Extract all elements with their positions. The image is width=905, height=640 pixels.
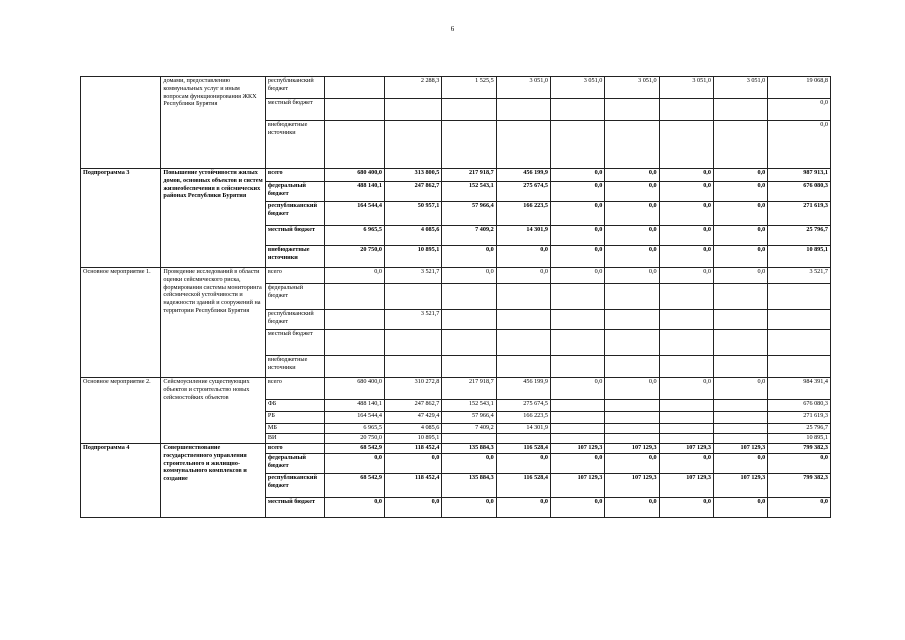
total-cell: 10 895,1: [768, 434, 831, 444]
value-cell: 3 051,0: [713, 77, 767, 99]
value-cell: 0,0: [713, 202, 767, 226]
value-cell: 166 223,5: [496, 412, 550, 424]
total-cell: 676 080,3: [768, 400, 831, 412]
value-cell: [551, 99, 605, 121]
value-cell: [384, 356, 441, 378]
value-cell: 0,0: [496, 246, 550, 268]
value-cell: 0,0: [551, 226, 605, 246]
funding-source: республиканский бюджет: [265, 474, 325, 498]
value-cell: [605, 412, 659, 424]
value-cell: 47 429,4: [384, 412, 441, 424]
value-cell: [551, 412, 605, 424]
value-cell: 0,0: [713, 454, 767, 474]
value-cell: [605, 330, 659, 356]
value-cell: [713, 284, 767, 310]
funding-source: местный бюджет: [265, 330, 325, 356]
funding-source: всего: [265, 169, 325, 182]
value-cell: [659, 434, 713, 444]
value-cell: 0,0: [659, 169, 713, 182]
value-cell: 0,0: [605, 226, 659, 246]
program-description: Сейсмоусиление существующих объектов и строительство новых сейсмостойких объектов: [161, 378, 265, 444]
value-cell: 0,0: [551, 182, 605, 202]
value-cell: [713, 424, 767, 434]
total-cell: [768, 310, 831, 330]
value-cell: 50 957,1: [384, 202, 441, 226]
value-cell: 164 544,4: [325, 202, 385, 226]
value-cell: 6 965,5: [325, 226, 385, 246]
value-cell: [659, 412, 713, 424]
total-cell: 25 796,7: [768, 424, 831, 434]
value-cell: 0,0: [496, 498, 550, 518]
value-cell: 3 051,0: [551, 77, 605, 99]
value-cell: 4 085,6: [384, 226, 441, 246]
value-cell: 217 918,7: [442, 378, 496, 400]
value-cell: [496, 330, 550, 356]
value-cell: [325, 99, 385, 121]
funding-source: ФБ: [265, 400, 325, 412]
value-cell: 0,0: [384, 498, 441, 518]
value-cell: 0,0: [442, 454, 496, 474]
value-cell: 20 750,0: [325, 434, 385, 444]
value-cell: [659, 99, 713, 121]
value-cell: 0,0: [384, 454, 441, 474]
value-cell: 0,0: [659, 182, 713, 202]
value-cell: 152 543,1: [442, 400, 496, 412]
value-cell: 0,0: [551, 378, 605, 400]
value-cell: [713, 434, 767, 444]
value-cell: 0,0: [605, 498, 659, 518]
value-cell: 488 140,1: [325, 400, 385, 412]
value-cell: 20 750,0: [325, 246, 385, 268]
value-cell: 217 918,7: [442, 169, 496, 182]
value-cell: 68 542,9: [325, 474, 385, 498]
value-cell: 57 966,4: [442, 412, 496, 424]
value-cell: 0,0: [713, 498, 767, 518]
value-cell: 107 129,3: [605, 474, 659, 498]
table-row: [81, 77, 831, 99]
value-cell: [551, 284, 605, 310]
funding-source: МБ: [265, 424, 325, 434]
value-cell: 680 400,0: [325, 169, 385, 182]
total-cell: 0,0: [768, 454, 831, 474]
value-cell: 10 895,1: [384, 246, 441, 268]
value-cell: [713, 400, 767, 412]
value-cell: 135 884,3: [442, 444, 496, 454]
total-cell: 0,0: [768, 99, 831, 121]
value-cell: [659, 424, 713, 434]
value-cell: 0,0: [605, 378, 659, 400]
value-cell: 3 051,0: [496, 77, 550, 99]
value-cell: 6 965,5: [325, 424, 385, 434]
value-cell: 0,0: [713, 169, 767, 182]
value-cell: [496, 356, 550, 378]
table-row: [81, 378, 831, 400]
table-row: [81, 444, 831, 454]
value-cell: 456 199,9: [496, 378, 550, 400]
funding-source: ВИ: [265, 434, 325, 444]
budget-table: [80, 76, 831, 518]
value-cell: [496, 99, 550, 121]
value-cell: 275 674,5: [496, 400, 550, 412]
value-cell: [496, 121, 550, 169]
value-cell: [496, 310, 550, 330]
value-cell: 107 129,3: [713, 444, 767, 454]
value-cell: 152 543,1: [442, 182, 496, 202]
program-description: Совершенствование государственного управления строительного и жилищно-коммунального комплексов и создание: [161, 444, 265, 518]
value-cell: 0,0: [605, 182, 659, 202]
value-cell: [713, 99, 767, 121]
value-cell: 0,0: [496, 268, 550, 284]
value-cell: 14 301,9: [496, 226, 550, 246]
value-cell: 0,0: [605, 246, 659, 268]
value-cell: [713, 121, 767, 169]
value-cell: 116 528,4: [496, 474, 550, 498]
value-cell: 107 129,3: [659, 474, 713, 498]
value-cell: 0,0: [659, 246, 713, 268]
total-cell: 0,0: [768, 498, 831, 518]
value-cell: 3 051,0: [659, 77, 713, 99]
value-cell: [442, 99, 496, 121]
value-cell: [496, 434, 550, 444]
value-cell: [605, 356, 659, 378]
value-cell: 0,0: [713, 226, 767, 246]
page-number: 6: [450, 25, 455, 33]
funding-source: внебюджетные источники: [265, 356, 325, 378]
value-cell: 0,0: [551, 246, 605, 268]
value-cell: [325, 310, 385, 330]
table-body: [81, 77, 831, 518]
value-cell: 0,0: [325, 268, 385, 284]
value-cell: 10 895,1: [384, 434, 441, 444]
value-cell: 107 129,3: [659, 444, 713, 454]
value-cell: [551, 356, 605, 378]
value-cell: 313 800,5: [384, 169, 441, 182]
value-cell: [325, 330, 385, 356]
table-row: [81, 169, 831, 182]
funding-source: республиканский бюджет: [265, 310, 325, 330]
value-cell: 107 129,3: [551, 444, 605, 454]
value-cell: [713, 330, 767, 356]
total-cell: 676 080,3: [768, 182, 831, 202]
value-cell: [605, 284, 659, 310]
value-cell: 0,0: [442, 246, 496, 268]
value-cell: 0,0: [659, 498, 713, 518]
value-cell: 3 051,0: [605, 77, 659, 99]
value-cell: 0,0: [659, 226, 713, 246]
program-label: Основное мероприятие 1.: [81, 268, 161, 378]
value-cell: 0,0: [659, 202, 713, 226]
total-cell: 0,0: [768, 121, 831, 169]
value-cell: [442, 356, 496, 378]
value-cell: 107 129,3: [551, 474, 605, 498]
value-cell: 0,0: [713, 268, 767, 284]
value-cell: [605, 424, 659, 434]
value-cell: 0,0: [713, 378, 767, 400]
total-cell: 271 619,3: [768, 412, 831, 424]
value-cell: 456 199,9: [496, 169, 550, 182]
value-cell: 0,0: [605, 202, 659, 226]
total-cell: 25 796,7: [768, 226, 831, 246]
value-cell: [325, 121, 385, 169]
value-cell: [384, 99, 441, 121]
value-cell: [659, 121, 713, 169]
value-cell: 116 528,4: [496, 444, 550, 454]
value-cell: 0,0: [551, 202, 605, 226]
total-cell: 10 895,1: [768, 246, 831, 268]
value-cell: 118 452,4: [384, 474, 441, 498]
value-cell: 0,0: [496, 454, 550, 474]
total-cell: 271 619,3: [768, 202, 831, 226]
value-cell: 107 129,3: [605, 444, 659, 454]
total-cell: [768, 284, 831, 310]
value-cell: 0,0: [659, 378, 713, 400]
program-description: Повышение устойчивости жилых домов, основных объектов и систем жизнеобеспечения в сейсмических районах Республики Бурятия: [161, 169, 265, 268]
funding-source: внебюджетные источники: [265, 121, 325, 169]
value-cell: [384, 121, 441, 169]
value-cell: 0,0: [605, 268, 659, 284]
value-cell: [605, 434, 659, 444]
total-cell: 799 382,3: [768, 474, 831, 498]
program-description: домами, предоставлению коммунальных услуг и иным вопросам функционирования ЖКХ Республики Бурятия: [161, 77, 265, 169]
value-cell: 0,0: [325, 498, 385, 518]
value-cell: 0,0: [659, 454, 713, 474]
value-cell: [713, 310, 767, 330]
value-cell: [442, 121, 496, 169]
funding-source: всего: [265, 268, 325, 284]
value-cell: [325, 284, 385, 310]
value-cell: 0,0: [442, 268, 496, 284]
value-cell: [659, 356, 713, 378]
value-cell: 166 223,5: [496, 202, 550, 226]
value-cell: [605, 121, 659, 169]
value-cell: 2 288,3: [384, 77, 441, 99]
total-cell: [768, 356, 831, 378]
value-cell: [551, 121, 605, 169]
value-cell: 4 085,6: [384, 424, 441, 434]
funding-source: местный бюджет: [265, 498, 325, 518]
value-cell: 1 525,5: [442, 77, 496, 99]
total-cell: 987 913,1: [768, 169, 831, 182]
value-cell: 0,0: [659, 268, 713, 284]
value-cell: [551, 400, 605, 412]
value-cell: 57 966,4: [442, 202, 496, 226]
value-cell: 0,0: [605, 169, 659, 182]
funding-source: всего: [265, 378, 325, 400]
value-cell: [605, 400, 659, 412]
value-cell: 0,0: [551, 268, 605, 284]
table-row: [81, 268, 831, 284]
value-cell: 0,0: [713, 246, 767, 268]
funding-source: РБ: [265, 412, 325, 424]
funding-source: республиканский бюджет: [265, 202, 325, 226]
value-cell: [384, 284, 441, 310]
value-cell: [713, 356, 767, 378]
value-cell: 3 521,7: [384, 310, 441, 330]
value-cell: [605, 99, 659, 121]
value-cell: 0,0: [551, 169, 605, 182]
value-cell: [325, 356, 385, 378]
value-cell: [442, 284, 496, 310]
value-cell: 0,0: [605, 454, 659, 474]
value-cell: 680 400,0: [325, 378, 385, 400]
value-cell: [659, 310, 713, 330]
funding-source: местный бюджет: [265, 226, 325, 246]
value-cell: 135 884,3: [442, 474, 496, 498]
value-cell: 7 409,2: [442, 226, 496, 246]
value-cell: 0,0: [551, 498, 605, 518]
value-cell: [659, 330, 713, 356]
value-cell: [659, 400, 713, 412]
funding-source: республиканский бюджет: [265, 77, 325, 99]
program-label: Подпрограмма 3: [81, 169, 161, 268]
value-cell: 118 452,4: [384, 444, 441, 454]
value-cell: [384, 330, 441, 356]
value-cell: 3 521,7: [384, 268, 441, 284]
value-cell: [551, 424, 605, 434]
total-cell: [768, 330, 831, 356]
funding-source: всего: [265, 444, 325, 454]
total-cell: 3 521,7: [768, 268, 831, 284]
value-cell: 14 301,9: [496, 424, 550, 434]
value-cell: [551, 330, 605, 356]
value-cell: [713, 412, 767, 424]
value-cell: 0,0: [325, 454, 385, 474]
program-label: Основное мероприятие 2.: [81, 378, 161, 444]
value-cell: 310 272,8: [384, 378, 441, 400]
funding-source: местный бюджет: [265, 99, 325, 121]
value-cell: [442, 434, 496, 444]
value-cell: 247 862,7: [384, 182, 441, 202]
value-cell: 7 409,2: [442, 424, 496, 434]
value-cell: [442, 310, 496, 330]
total-cell: 19 068,8: [768, 77, 831, 99]
program-label: Подпрограмма 4: [81, 444, 161, 518]
value-cell: 68 542,9: [325, 444, 385, 454]
program-description: Проведение исследований в области оценки сейсмического риска, формирования системы мониторинга сейсмической устойчивости и надежности зданий и сооружений на территории Республики Бурятия: [161, 268, 265, 378]
value-cell: 247 862,7: [384, 400, 441, 412]
funding-source: внебюджетные источники: [265, 246, 325, 268]
program-label: [81, 77, 161, 169]
value-cell: 0,0: [551, 454, 605, 474]
funding-source: федеральный бюджет: [265, 182, 325, 202]
value-cell: [551, 310, 605, 330]
total-cell: 799 382,3: [768, 444, 831, 454]
value-cell: [496, 284, 550, 310]
value-cell: 107 129,3: [713, 474, 767, 498]
value-cell: 488 140,1: [325, 182, 385, 202]
value-cell: [551, 434, 605, 444]
value-cell: [605, 310, 659, 330]
value-cell: [325, 77, 385, 99]
value-cell: 0,0: [442, 498, 496, 518]
value-cell: 0,0: [713, 182, 767, 202]
funding-source: федеральный бюджет: [265, 454, 325, 474]
value-cell: [442, 330, 496, 356]
value-cell: 164 544,4: [325, 412, 385, 424]
value-cell: [659, 284, 713, 310]
funding-source: федеральный бюджет: [265, 284, 325, 310]
value-cell: 275 674,5: [496, 182, 550, 202]
total-cell: 984 391,4: [768, 378, 831, 400]
